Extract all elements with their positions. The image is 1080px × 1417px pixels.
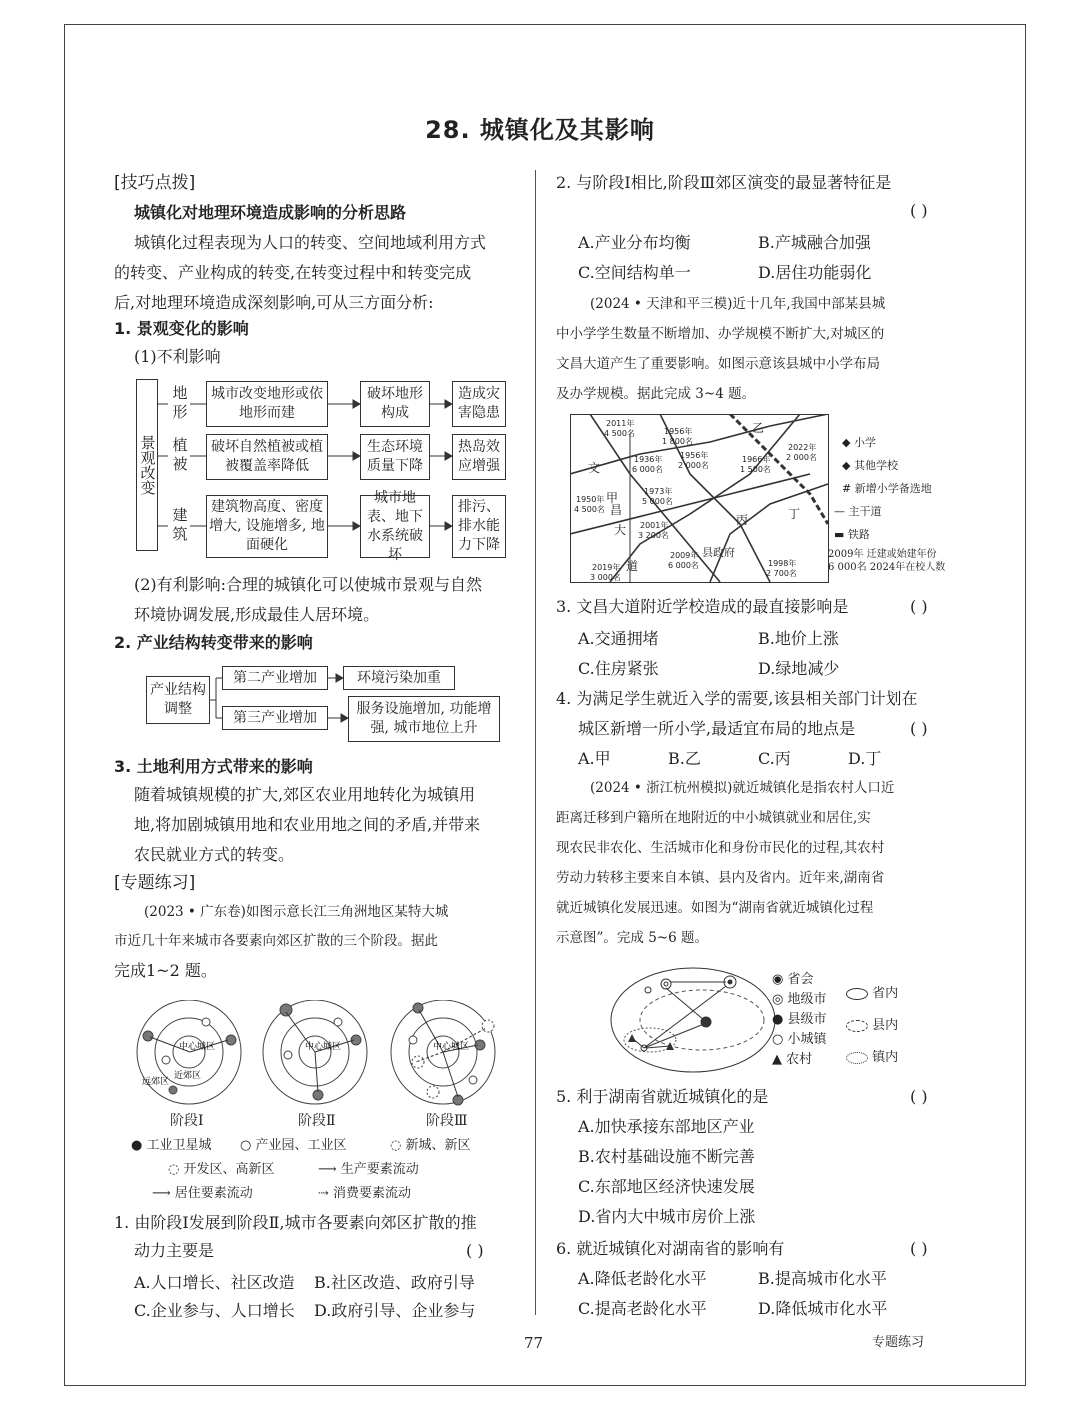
option[interactable]: D.省内大中城市房价上涨	[578, 1207, 756, 1226]
option[interactable]: A.降低老龄化水平	[578, 1269, 707, 1288]
legend-label: 铁路	[847, 528, 870, 541]
sub-heading: (1)不利影响	[134, 347, 221, 366]
second-result-box: 环境污染加重	[343, 666, 455, 690]
option[interactable]: A.人口增长、社区改造	[134, 1273, 295, 1292]
option[interactable]: A.产业分布均衡	[578, 233, 691, 252]
question-intro: (2024 • 浙江杭州模拟)就近城镇化是指农村人口近	[590, 780, 895, 796]
school-year: 2011年	[606, 419, 635, 428]
question-intro: 距离迁移到户籍所在地附近的中小城镇就业和居住,实	[556, 810, 871, 826]
legend-label: 新城、新区	[405, 1138, 471, 1153]
hunan-legend-county-scope	[846, 1014, 898, 1033]
legend-label: 县级市	[787, 1012, 827, 1027]
option[interactable]: C.东部地区经济快速发展	[578, 1177, 755, 1196]
stage-circles	[128, 1000, 518, 1110]
option[interactable]: B.产城融合加强	[758, 233, 871, 252]
school-year: 2022年	[788, 443, 817, 452]
question-stem: 6. 就近城镇化对湖南省的影响有	[556, 1239, 785, 1258]
school-count: 3 000名	[590, 573, 621, 582]
row-label: 建筑	[172, 506, 188, 543]
legend-label: 农村	[786, 1052, 813, 1067]
school-year: 1966年	[742, 455, 771, 464]
filled-circle-icon: ●	[131, 1138, 143, 1153]
flow-box: 城市地表、地下水系统破坏	[360, 495, 430, 558]
question-intro: (2024 • 天津和平三模)近十几年,我国中部某县城	[590, 296, 886, 312]
question-intro: (2023 • 广东卷)如图示意长江三角洲地区某特大城	[144, 904, 449, 920]
school-year: 2009年	[670, 551, 699, 560]
legend-label: 其他学校	[853, 459, 898, 472]
paragraph-line: 随着城镇规模的扩大,郊区农业用地转化为城镇用	[134, 785, 476, 804]
option[interactable]: A.加快承接东部地区产业	[578, 1117, 755, 1136]
question-intro: 市近几十年来城市各要素向郊区扩散的三个阶段。据此	[114, 933, 438, 949]
flow-box: 建筑物高度、密度增大, 设施增多, 地面硬化	[206, 495, 328, 558]
dashed-ellipse-icon	[846, 1020, 868, 1032]
county-icon: ●	[772, 1012, 784, 1027]
question-stem: 4. 为满足学生就近入学的需要,该县相关部门计划在	[556, 689, 918, 708]
question-intro: 就近城镇化发展迅速。如图为“湖南省就近城镇化过程	[556, 900, 874, 916]
question-stem: 动力主要是	[134, 1241, 215, 1260]
hunan-legend-prefecture	[772, 988, 827, 1007]
legend-label: 省内	[872, 986, 899, 1001]
legend-residence-flow	[152, 1182, 253, 1201]
option[interactable]: A.甲	[578, 749, 611, 768]
road-char: 昌	[610, 503, 623, 517]
paragraph-line: 地,将加剧城镇用地和农业用地之间的矛盾,并带来	[134, 815, 481, 834]
school-year: 1973年	[644, 487, 673, 496]
legend-label: 县内	[872, 1018, 899, 1033]
legend-label: 小学	[853, 436, 876, 449]
question-stem: 3. 文昌大道附近学校造成的最直接影响是	[556, 597, 849, 616]
stage-label: 阶段Ⅲ	[426, 1113, 468, 1129]
legend-consumption-flow	[318, 1182, 411, 1201]
question-intro: 劳动力转移主要来自本镇、县内及省内。近年来,湖南省	[556, 870, 885, 886]
road-char: 文	[588, 461, 601, 475]
option[interactable]: B.农村基础设施不断完善	[578, 1147, 755, 1166]
answer-blank[interactable]: ( )	[910, 597, 928, 616]
intro-line: 的转变、产业构成的转变,在转变过程中和转变完成	[114, 263, 472, 282]
school-count: 6 000名	[632, 465, 663, 474]
option[interactable]: D.降低城市化水平	[758, 1299, 888, 1318]
center-label: 中心城区	[179, 1042, 216, 1052]
legend-dev-zone	[168, 1158, 275, 1177]
triangle-icon: ▲	[772, 1052, 782, 1067]
arrow-icon: ⟶	[152, 1186, 171, 1201]
line-icon: —	[834, 505, 845, 518]
hunan-legend-town	[772, 1028, 827, 1047]
legend-label: 镇内	[872, 1050, 899, 1065]
option[interactable]: D.绿地减少	[758, 659, 840, 678]
question-stem: 城区新增一所小学,最适宜布局的地点是	[578, 719, 856, 738]
legend-label: 居住要素流动	[174, 1186, 253, 1201]
hunan-legend-county	[772, 1008, 827, 1027]
diamond-icon: ◆	[842, 459, 851, 472]
map-legend-new	[842, 480, 932, 496]
question-intro: 及办学规模。据此完成 3~4 题。	[556, 386, 756, 402]
third-industry-box: 第三产业增加	[222, 706, 328, 730]
footer-section: 专题练习	[872, 1335, 925, 1350]
question-stem: 2. 与阶段Ⅰ相比,阶段Ⅲ郊区演变的最显著特征是	[556, 173, 892, 192]
hunan-legend-town-scope	[846, 1046, 898, 1065]
question-intro: 中小学学生数量不断增加、办学规模不断扩大,对城区的	[556, 326, 885, 342]
option[interactable]: D.丁	[848, 749, 882, 768]
center-label: 中心城区	[305, 1042, 342, 1052]
tips-subtitle: 城镇化对地理环境造成影响的分析思路	[134, 203, 407, 222]
third-result-box: 服务设施增加, 功能增强, 城市地位上升	[348, 696, 500, 742]
school-count: 2 000名	[678, 461, 709, 470]
hunan-ellipse-diagram	[608, 964, 778, 1076]
option[interactable]: B.地价上涨	[758, 629, 839, 648]
stage-label: 阶段Ⅱ	[298, 1113, 336, 1129]
diagram-root-label: 景观改变	[138, 435, 157, 495]
hollow-circle-icon: ◌	[168, 1162, 180, 1177]
tips-header: [技巧点拨]	[114, 173, 196, 193]
option[interactable]: D.居住功能弱化	[758, 263, 872, 282]
hash-icon: #	[842, 482, 852, 495]
legend-production-flow	[318, 1158, 419, 1177]
school-count: 1 800名	[662, 437, 693, 446]
paragraph-line: 农民就业方式的转变。	[134, 845, 295, 864]
question-intro: 文昌大道产生了重要影响。如图示意该县城中小学布局	[556, 356, 880, 372]
map-canvas	[570, 414, 830, 584]
legend-new-town	[390, 1134, 471, 1153]
intro-line: 城镇化过程表现为人口的转变、空间地域利用方式	[134, 233, 487, 252]
flow-box: 城市改变地形或依地形而建	[206, 381, 328, 427]
center-label: 中心城区	[433, 1042, 470, 1052]
flow-box: 生态环境质量下降	[360, 434, 430, 480]
school-year: 2019年	[592, 563, 621, 572]
legend-label: 省会	[787, 972, 814, 987]
school-count: 5 000名	[642, 497, 673, 506]
question-stem: 5. 利于湖南省就近城镇化的是	[556, 1087, 769, 1106]
legend-label: 工业卫星城	[146, 1138, 212, 1153]
practice-header: [专题练习]	[114, 873, 196, 893]
option[interactable]: D.政府引导、企业参与	[314, 1301, 476, 1320]
question-intro: 示意图”。完成 5~6 题。	[556, 930, 708, 946]
answer-blank[interactable]: ( )	[910, 719, 928, 738]
school-count: 4 500名	[574, 505, 605, 514]
map-legend-note: 2009年 迁建或始建年份	[828, 549, 937, 560]
school-count: 2 700名	[766, 569, 797, 578]
row-label: 植被	[172, 436, 188, 473]
positive-line: 环境协调发展,形成最佳人居环境。	[134, 605, 380, 624]
second-industry-box: 第二产业增加	[222, 666, 328, 690]
option[interactable]: C.丙	[758, 749, 791, 768]
school-count: 2 000名	[786, 453, 817, 462]
school-count: 4 500名	[604, 429, 635, 438]
legend-label: 产业园、工业区	[255, 1138, 347, 1153]
near-label: 近郊区	[174, 1071, 202, 1081]
option[interactable]: B.提高城市化水平	[758, 1269, 887, 1288]
map-legend-note: 6 000名 2024年在校人数	[828, 562, 946, 573]
section-heading: 3. 土地利用方式带来的影响	[114, 757, 313, 776]
capital-icon: ◉	[772, 972, 784, 987]
section-heading: 2. 产业结构转变带来的影响	[114, 633, 313, 652]
stage-label: 阶段Ⅰ	[170, 1113, 204, 1129]
positive-line: (2)有利影响:合理的城镇化可以使城市景观与自然	[134, 575, 483, 594]
question-intro: 现农民非农化、生活城市化和身份市民化的过程,其农村	[556, 840, 885, 856]
hollow-circle-icon: ○	[240, 1138, 252, 1153]
school-year: 1936年	[634, 455, 663, 464]
option[interactable]: A.交通拥堵	[578, 629, 659, 648]
hunan-legend-village	[772, 1048, 812, 1067]
school-count: 6 000名	[668, 561, 699, 570]
legend-label: 主干道	[848, 505, 882, 518]
flow-box: 造成灾害隐患	[452, 381, 506, 427]
legend-label: 开发区、高新区	[183, 1162, 275, 1177]
town-icon: ○	[772, 1032, 784, 1047]
site-label: 丙	[736, 513, 749, 527]
map-legend-road	[834, 503, 882, 519]
page-title: 28. 城镇化及其影响	[425, 116, 655, 144]
flow-box: 热岛效应增强	[452, 434, 506, 480]
legend-satellite-town	[131, 1134, 212, 1153]
road-char: 道	[626, 559, 639, 573]
school-count: 3 200名	[638, 531, 669, 540]
flow-box: 排污、排水能力下降	[452, 495, 506, 558]
school-year: 1998年	[768, 559, 797, 568]
legend-label: 地级市	[787, 992, 827, 1007]
map-legend-rail	[834, 526, 870, 542]
solid-ellipse-icon	[846, 988, 868, 1000]
legend-label: 新增小学备选地	[854, 482, 932, 495]
dashed-circle-icon: ◌	[390, 1138, 402, 1153]
option[interactable]: C.空间结构单一	[578, 263, 691, 282]
rail-icon: ▬	[834, 528, 845, 541]
flow-box: 破坏地形构成	[360, 381, 430, 427]
school-year: 1956年	[664, 427, 693, 436]
school-count: 1 500名	[740, 465, 771, 474]
question-intro: 完成1~2 题。	[114, 961, 217, 980]
section-heading: 1. 景观变化的影响	[114, 319, 249, 338]
option[interactable]: C.住房紧张	[578, 659, 659, 678]
dotted-ellipse-icon	[846, 1052, 868, 1064]
site-label: 甲	[606, 491, 619, 505]
intro-line: 后,对地理环境造成深刻影响,可从三方面分析:	[114, 293, 434, 312]
school-year: 1950年	[576, 495, 605, 504]
legend-industrial-park	[240, 1134, 347, 1153]
option[interactable]: B.乙	[668, 749, 701, 768]
option[interactable]: C.企业参与、人口增长	[134, 1301, 295, 1320]
question-stem: 1. 由阶段Ⅰ发展到阶段Ⅱ,城市各要素向郊区扩散的推	[114, 1213, 477, 1232]
road-char: 大	[614, 523, 627, 537]
diamond-icon: ◆	[842, 436, 851, 449]
answer-blank[interactable]: ( )	[910, 1239, 928, 1258]
answer-blank[interactable]: ( )	[910, 201, 928, 220]
arrow-icon: ⟶	[318, 1162, 337, 1177]
hunan-legend-province	[846, 982, 898, 1001]
dashed-arrow-icon: ⇢	[318, 1186, 329, 1201]
option[interactable]: C.提高老龄化水平	[578, 1299, 707, 1318]
row-label: 地形	[172, 384, 188, 421]
prefecture-icon: ◎	[772, 992, 784, 1007]
site-label: 乙	[752, 421, 765, 435]
hunan-legend-capital	[772, 968, 814, 987]
legend-label: 消费要素流动	[333, 1186, 412, 1201]
school-year: 1956年	[680, 451, 709, 460]
school-year: 2001年	[640, 521, 669, 530]
industry-root-box: 产业结构调整	[146, 676, 210, 724]
legend-label: 生产要素流动	[340, 1162, 419, 1177]
site-label: 县政府	[702, 546, 735, 559]
answer-blank[interactable]: ( )	[466, 1241, 484, 1260]
flow-box: 破坏自然植被或植被覆盖率降低	[206, 434, 328, 480]
far-label: 远郊区	[142, 1077, 170, 1087]
option[interactable]: B.社区改造、政府引导	[314, 1273, 475, 1292]
map-legend-primary	[842, 434, 876, 450]
map-legend-other	[842, 457, 898, 473]
answer-blank[interactable]: ( )	[910, 1087, 928, 1106]
site-label: 丁	[788, 507, 801, 521]
legend-label: 小城镇	[787, 1032, 827, 1047]
page-number: 77	[524, 1334, 544, 1352]
